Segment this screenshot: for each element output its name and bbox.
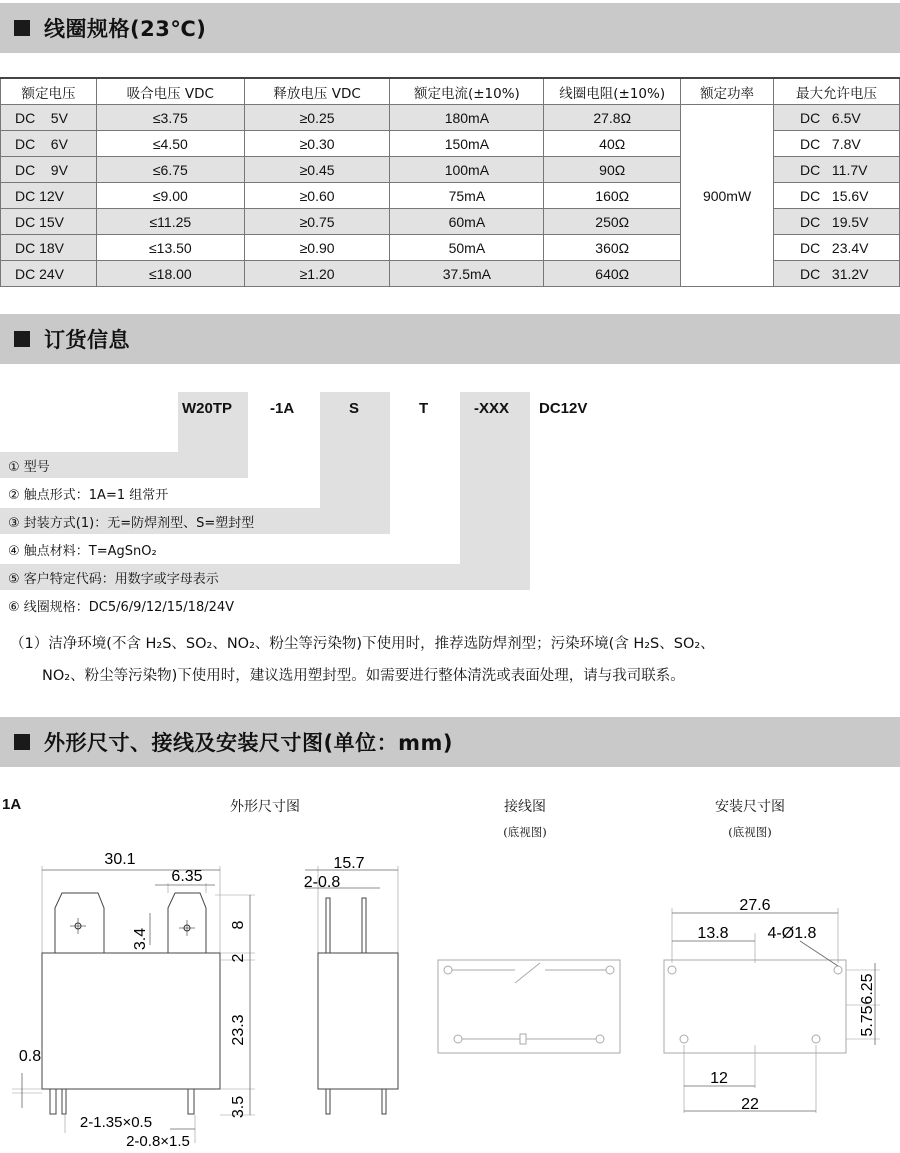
- table-cell: 40Ω: [544, 131, 681, 157]
- dim-offset: 0.8: [18, 1048, 42, 1065]
- dim-side-pin: 2-0.8: [303, 874, 341, 891]
- table-cell: 180mA: [390, 105, 544, 131]
- table-cell: 37.5mA: [390, 261, 544, 287]
- order-item-text: ② 触点形式：1A=1 组常开: [8, 487, 169, 503]
- table-cell: ≥1.20: [244, 261, 390, 287]
- table-cell: 150mA: [390, 131, 544, 157]
- table-cell: DC 31.2V: [774, 261, 900, 287]
- column-header: 额定电压: [1, 78, 97, 105]
- dim-pin1: 2-1.35×0.5: [79, 1114, 153, 1131]
- table-cell: ≤11.25: [96, 209, 244, 235]
- order-code-material: T: [419, 400, 429, 417]
- column-header: 额定电流(±10%): [390, 78, 544, 105]
- table-cell: DC 12V: [1, 183, 97, 209]
- dim-tab-h2: 8: [230, 920, 247, 930]
- table-cell: 100mA: [390, 157, 544, 183]
- column-header: 额定功率: [681, 78, 774, 105]
- table-cell: ≤6.75: [96, 157, 244, 183]
- column-header: 吸合电压 VDC: [96, 78, 244, 105]
- mounting-subtitle: (底视图): [728, 825, 772, 839]
- order-item-text: ⑤ 客户特定代码：用数字或字母表示: [8, 571, 219, 587]
- order-item-text: ③ 封装方式(1)：无=防焊剂型、S=塑封型: [8, 515, 255, 531]
- table-cell: DC 6V: [1, 131, 97, 157]
- section-title: 外形尺寸、接线及安装尺寸图(单位：mm): [44, 731, 453, 755]
- table-cell: DC 7.8V: [774, 131, 900, 157]
- table-cell: ≥0.45: [244, 157, 390, 183]
- order-item: [0, 592, 530, 618]
- order-item: [0, 564, 530, 590]
- section-title: 订货信息: [44, 328, 130, 352]
- dim-width: 30.1: [104, 851, 136, 868]
- square-bullet-icon: [14, 734, 30, 750]
- order-item: [0, 452, 248, 478]
- order-code-seal: S: [349, 400, 360, 417]
- dim-pin2: 2-0.8×1.5: [126, 1133, 190, 1150]
- order-item-text: ① 型号: [8, 459, 50, 475]
- square-bullet-icon: [14, 20, 30, 36]
- table-cell: DC 24V: [1, 261, 97, 287]
- dim-depth: 15.7: [333, 855, 365, 872]
- order-code-contact: -1A: [270, 400, 295, 417]
- table-cell: DC 23.4V: [774, 235, 900, 261]
- table-cell: 160Ω: [544, 183, 681, 209]
- order-code-coil: DC12V: [539, 400, 588, 417]
- rated-power-cell: 900mW: [681, 105, 774, 287]
- table-cell: ≤18.00: [96, 261, 244, 287]
- section-title: 线圈规格(23℃): [44, 17, 207, 41]
- table-cell: 360Ω: [544, 235, 681, 261]
- table-cell: ≤3.75: [96, 105, 244, 131]
- dim-spacing2: 22: [741, 1096, 759, 1113]
- dim-tab: 6.35: [171, 868, 203, 885]
- column-header: 最大允许电压: [774, 78, 900, 105]
- column-header: 线圈电阻(±10%): [544, 78, 681, 105]
- coil-spec-table: [0, 77, 900, 287]
- dim-gap: 2: [230, 953, 247, 963]
- table-cell: DC 6.5V: [774, 105, 900, 131]
- outline-title: 外形尺寸图: [230, 799, 300, 815]
- note-line: NO₂、粉尘等污染物)下使用时，建议选用塑封型。如需要进行整体清洗或表面处理，请与我司联系。: [42, 668, 685, 684]
- order-code-model: W20TP: [182, 400, 233, 417]
- table-cell: 60mA: [390, 209, 544, 235]
- table-cell: ≥0.90: [244, 235, 390, 261]
- table-cell: 250Ω: [544, 209, 681, 235]
- variant-label: 1A: [2, 796, 22, 813]
- wiring-diagram: [438, 960, 620, 1053]
- section-header-dimensions: [0, 717, 900, 767]
- table-cell: ≥0.75: [244, 209, 390, 235]
- dim-half: 13.8: [697, 925, 729, 942]
- dim-total: 27.6: [739, 897, 771, 914]
- square-bullet-icon: [14, 331, 30, 347]
- table-cell: ≤4.50: [96, 131, 244, 157]
- table-cell: 640Ω: [544, 261, 681, 287]
- order-item: [0, 536, 460, 562]
- table-cell: 90Ω: [544, 157, 681, 183]
- table-cell: ≤9.00: [96, 183, 244, 209]
- code-column-bg: [460, 392, 530, 590]
- table-cell: DC 18V: [1, 235, 97, 261]
- table-cell: DC 5V: [1, 105, 97, 131]
- order-item-text: ⑥ 线圈规格：DC5/6/9/12/15/18/24V: [8, 599, 235, 615]
- table-cell: DC 19.5V: [774, 209, 900, 235]
- order-item-text: ④ 触点材料：T=AgSnO₂: [8, 543, 157, 559]
- table-cell: DC 15.6V: [774, 183, 900, 209]
- table-cell: 75mA: [390, 183, 544, 209]
- table-cell: DC 11.7V: [774, 157, 900, 183]
- dim-v2: 5.75: [859, 1005, 876, 1037]
- wiring-subtitle: (底视图): [503, 825, 547, 839]
- dim-holes: 4-Ø1.8: [767, 925, 817, 942]
- dim-tab-h1: 3.4: [132, 927, 149, 951]
- table-cell: DC 9V: [1, 157, 97, 183]
- table-cell: ≥0.60: [244, 183, 390, 209]
- wiring-title: 接线图: [504, 799, 546, 815]
- table-cell: 27.8Ω: [544, 105, 681, 131]
- section-header-coil: [0, 3, 900, 53]
- table-row: [1, 105, 900, 131]
- table-cell: ≥0.25: [244, 105, 390, 131]
- table-cell: 50mA: [390, 235, 544, 261]
- mounting-title: 安装尺寸图: [715, 799, 785, 815]
- table-cell: ≥0.30: [244, 131, 390, 157]
- section-header-order: [0, 314, 900, 364]
- dim-v1: 6.25: [859, 973, 876, 1005]
- outline-front-view: [12, 866, 255, 1143]
- table-cell: ≤13.50: [96, 235, 244, 261]
- table-cell: DC 15V: [1, 209, 97, 235]
- column-header: 释放电压 VDC: [244, 78, 390, 105]
- order-item: [0, 508, 390, 534]
- drawings-canvas: [0, 813, 900, 1153]
- order-item: [0, 480, 320, 506]
- outline-side-view: [305, 866, 398, 1114]
- dim-pin-len: 3.5: [230, 1095, 247, 1119]
- dim-body: 23.3: [230, 1014, 247, 1046]
- order-code-customer: -XXX: [474, 400, 510, 417]
- note-line: （1）洁净环境(不含 H₂S、SO₂、NO₂、粉尘等污染物)下使用时，推荐选防焊剂型；污染环境(含 H₂S、SO₂、: [10, 636, 715, 652]
- table-header-row: [1, 78, 900, 105]
- dim-spacing1: 12: [710, 1070, 728, 1087]
